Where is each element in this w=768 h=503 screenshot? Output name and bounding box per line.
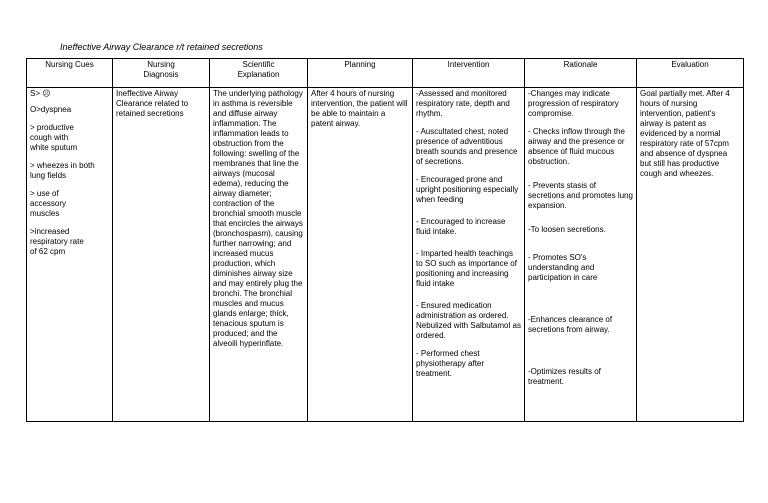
header-planning: Planning — [308, 59, 413, 88]
intervention-item: - Imparted health teachings to SO such as importance of positioning and increasing fluid intake — [416, 249, 517, 288]
intervention-item: - Ensured medication administration as ordered. Nebulized with Salbutamol as ordered. — [416, 301, 521, 340]
rationale-item: -Optimizes results of treatment. — [528, 367, 601, 386]
objective-cue-wheezes: > wheezes in both lung fields — [30, 161, 95, 180]
subjective-cue: S> ☹ — [30, 89, 51, 98]
scientific-explanation-cell — [210, 88, 308, 422]
header-row — [27, 59, 744, 88]
header-nursing-diagnosis: Nursing Diagnosis — [113, 59, 210, 88]
care-plan-row — [27, 88, 744, 422]
rationale-item: - Prevents stasis of secretions and promotes lung expansion. — [528, 181, 633, 210]
care-plan-title: Ineffective Airway Clearance r/t retained secretions — [60, 42, 263, 52]
header-evaluation: Evaluation — [637, 59, 744, 88]
nursing-care-plan-table — [26, 58, 744, 422]
evaluation-cell — [637, 88, 744, 422]
intervention-item: -Assessed and monitored respiratory rate, depth and rhythm. — [416, 89, 510, 118]
objective-cue-dyspnea: O>dyspnea — [30, 105, 72, 114]
header-intervention: Intervention — [413, 59, 525, 88]
objective-cue-respiratory-rate: >increased respiratory rate of 62 cpm — [30, 227, 84, 256]
rationale-item: - Checks inflow through the airway and the presence or absence of fluid mucous obstruction. — [528, 127, 625, 166]
header-nursing-cues: Nursing Cues — [27, 59, 113, 88]
explanation-text: The underlying pathology in asthma is reversible and diffuse airway inflammation. The inflammation leads to obstruction from the following: swelling of the membranes that line the airways (mucosal edema), reducing the airway diameter; contraction of the bronchial smooth muscle that encircles the airways (bronchospasm), causing further narrowing; and increased mucus production, which diminishes airway size and may entirely plug the bronchi. The bronchial muscles and mucus glands enlarge; thick, tenacious sputum is produced; and the alveoili hyperinflate. — [213, 89, 303, 348]
intervention-item: - Encouraged to increase fluid intake. — [416, 217, 506, 236]
intervention-item: - Encouraged prone and upright positioning especially when feeding — [416, 175, 519, 204]
intervention-cell — [413, 88, 525, 422]
rationale-item: -Changes may indicate progression of respiratory compromise. — [528, 89, 619, 118]
planning-cell — [308, 88, 413, 422]
header-scientific-explanation: Scientific Explanation — [210, 59, 308, 88]
intervention-item: - Performed chest physiotherapy after treatment. — [416, 349, 485, 378]
rationale-item: - Promotes SO's understanding and participation in care — [528, 253, 598, 282]
nursing-cues-cell — [27, 88, 113, 422]
objective-cue-accessory-muscles: > use of accessory muscles — [30, 189, 67, 218]
diagnosis-text: Ineffective Airway Clearance related to retained secretions — [116, 89, 189, 118]
nursing-diagnosis-cell — [113, 88, 210, 422]
planning-text: After 4 hours of nursing intervention, the patient will be able to maintain a patent airway. — [311, 89, 408, 128]
intervention-item: - Auscultated chest, noted presence of adventitious breath sounds and presence of secretions. — [416, 127, 518, 166]
objective-cue-cough: > productive cough with white sputum — [30, 123, 78, 152]
rationale-item: -To loosen secretions. — [528, 225, 606, 234]
rationale-item: -Enhances clearance of secretions from airway. — [528, 315, 613, 334]
rationale-cell — [525, 88, 637, 422]
evaluation-text: Goal partially met. After 4 hours of nursing intervention, patient's airway is patent as evidenced by a normal respiratory rate of 57cpm and absence of dyspnea but still has productive cough and wheezes. — [640, 89, 730, 178]
header-rationale: Rationale — [525, 59, 637, 88]
